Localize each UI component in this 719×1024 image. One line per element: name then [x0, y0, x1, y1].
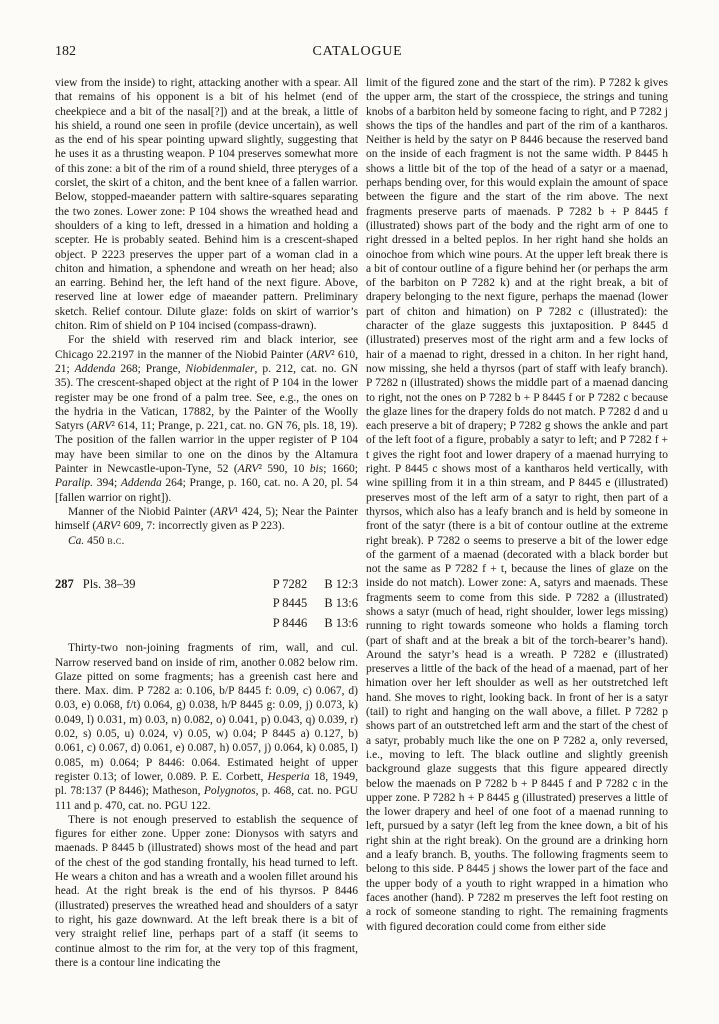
deposit-grid-ref: B 12:3 [324, 576, 358, 591]
running-head [55, 44, 668, 62]
paragraph-attribution: Manner of the Niobid Painter (ARV¹ 424, 5); Near the Painter himself (ARV² 609, 7: incorrectly given as P 223). [55, 505, 358, 533]
entry-heading [55, 575, 358, 634]
entry-id [55, 575, 136, 595]
entry-plates: Pls. 38–39 [82, 576, 136, 591]
page-header-title: CATALOGUE [312, 44, 403, 59]
entry-catalog-numbers [273, 575, 358, 634]
paragraph-discussion-continued: limit of the figured zone and the start of the rim). P 7282 k gives the upper arm, the start of the crosspiece, the strings and tuning knobs of a barbiton held by someone facing to right, and P 7282 j shows the tips of the handles and part of the rim of a kantharos. Neither is held by the satyr on P 8446 because the reserved band on the inside of each fragment is not the same width. P 8445 h shows a little bit of the top of the head of a satyr or a maenad, perhaps bending over, for this would explain the amount of space between the figure and the start of the rim above. The next fragments preserve parts of maenads. P 7282 b + P 8445 f (illustrated) shows part of the body and the right arm of one to right dressed in a belted peplos. In her right hand she holds an oinochoe from which wine pours. At the upper left break there is a bit of contour outline of a figure behind her (or perhaps the arm of the barbiton on P 7282 k) and at the right break, a bit of drapery belonging to the next figure, perhaps the maenad (lower part of chiton and himation) on P 7282 c (illustrated): the character of the glaze suggests this juxtaposition. P 8445 d (illustrated) preserves most of the right arm and a few locks of hair of a maenad to right, dressed in a chiton. In her right hand, now missing, she held a thyrsos (part of staff with leafy branch). P 7282 n (illustrated) shows the middle part of a maenad dancing to right, not the ones on P 7282 b + P 8445 f or P 7282 c because the glaze lines for the drapery folds do not match. P 7282 d and u each preserve a bit of drapery; P 7282 g shows the ankle and part of the left foot of a figure, probably a satyr to left; and P 7282 f + t gives the right foot and lower drapery of a maenad hurrying to right. P 8445 c shows most of a kantharos held vertically, with wine spilling from it in a thin stream, and P 8445 e (illustrated) preserves most of the left arm of a satyr to right, then part of a thyrsos, which also has a leafy branch and is held by someone in front of the satyr (there is a bit of contour outline at the extreme right break). P 7282 o seems to preserve a bit of the lower edge of the garment of a maenad (decorated with a black border but not the same as P 7282 f + t, because the lines of glaze on the inside do not match). Lower zone: A, satyrs and maenads. These fragments seem to come from this side. P 7282 a (illustrated) shows a satyr (much of head, right shoulder, lower legs missing) running to right towards someone who holds a flaming torch (part of shaft and at the break a bit of the torch-bearer’s hand). Around the satyr’s head is a wreath. P 7282 e (illustrated) preserves a little of the back of the head of a maenad, part of her himation over her left shoulder as well as her outstretched left hand. She moves to right, looking back. In front of her is a satyr (tail) to right and hanging on the wall above, a fillet. P 7282 p shows part of an outstretched left arm and the start of the chest of a satyr, probably much like the one on P 7282 a, only reversed, i.e., moving to left. The black outline and slightly greenish background glaze suggests that this figure appeared directly below the maenads on P 7282 b + P 8445 f and P 7282 c in the upper zone. P 7282 h + P 8445 g (illustrated) preserves a little of the lower drapery and heel of one foot of a maenad running to left, pursued by a satyr (left leg from the knee down, a bit of his right shin at the right break). On the ground are a drinking horn and a leafy branch. B, youths. The following fragments seem to belong to this side. P 8445 j shows the lower part of the face and the upper body of a youth to right wrapped in a himation who faces another (hand). P 7282 m preserves the left foot resting on a rock of someone standing to right. The remaining fragments with figured decoration could come from either side [366, 77, 668, 933]
deposit-grid-ref: B 13:6 [324, 596, 358, 611]
inventory-number: P 8446 [272, 615, 308, 630]
inventory-number: P 8445 [272, 596, 308, 611]
deposit-grid-ref: B 13:6 [324, 615, 358, 630]
left-column [55, 76, 358, 970]
paragraph-commentary: For the shield with reserved rim and black interior, see Chicago 22.2197 in the manner of the Niobid Painter (ARV² 610, 21; Addenda 268; Prange, Niobidenmaler, p. 212, cat. no. GN 35). The crescent-shaped object at the right of P 104 in the lower register may be one frond of a palm tree. See, e.g., the ones on the hydria in the Vatican, 17882, by the Painter of the Woolly Satyrs (ARV² 614, 11; Prange, p. 221, cat. no. GN 76, pls. 18, 19). The position of the fallen warrior in the upper register of P 104 may have been similar to one on the dinos by the Altamura Painter in Newcastle-upon-Tyne, 52 (ARV² 590, 10 bis; 1660; Paralip. 394; Addenda 264; Prange, p. 160, cat. no. A 20, pl. 54 [fallen warrior on right]). [55, 334, 359, 504]
page-number: 182 [55, 44, 76, 59]
paragraph-description: Thirty-two non-joining fragments of rim, wall, and cul. Narrow reserved band on inside of rim, another 0.082 below rim. Glaze pitted on some fragments; has a greenish cast here and there. Max. dim. P 7282 a: 0.106, b/P 8445 f: 0.09, c) 0.067, d) 0.03, e) 0.068, f/t) 0.064, g) 0.038, h/P 8445 g: 0.09, j) 0.073, k) 0.049, l) 0.031, m) 0.03, n) 0.082, o) 0.041, p) 0.043, q) 0.039, r) 0.02, s) 0.05, u) 0.024, v) 0.05, w) 0.04; P 8445 a) 0.127, b) 0.061, c) 0.067, d) 0.061, e) 0.087, h) 0.057, j) 0.064, k) 0.085, l) 0.085, m) 0.064; P 8446: 0.064. Estimated height of upper register 0.13; of lower, 0.089. P. E. Corbett, Hesperia 18, 1949, pl. 78:137 (P 8446); Matheson, Polygnotos, p. 468, cat. no. PGU 111 and p. 470, cat. no. PGU 122. [55, 642, 359, 812]
entry-date: Ca. 450 b.c. [68, 534, 125, 547]
entry-number: 287 [55, 576, 74, 591]
inventory-number: P 7282 [272, 576, 308, 591]
paragraph-continuation: view from the inside) to right, attacking another with a spear. All that remains of his opponent is a bit of his helmet (end of cheekpiece and a bit of the nasal[?]) and at the break, a little of his shield, a round one seen in profile (device uncertain), as well as the end of his spear pointing upward slightly, suggesting that he uses it as a thrusting weapon. P 104 preserves somewhat more of this zone: a bit of the rim of a round shield, three pteryges of a corslet, the skirt of a chiton, and the bent knee of a fallen warrior. Below, stopped-maeander pattern with saltire-squares separating the two zones. Lower zone: P 104 shows the wreathed head and shoulders of a king to left, dressed in a himation and holding a scepter. He is probably seated. Behind him is a crescent-shaped object. P 2223 preserves the upper part of a woman clad in a chiton and himation, a sphendone and wreath on her head; also an earring. Behind her, the left hand of the next figure. Above, reserved line at lower edge of maeander pattern. Preliminary sketch. Relief contour. Dilute glaze: folds on skirt of warrior’s chiton. Rim of shield on P 104 incised (compass-drawn). [55, 77, 358, 333]
right-column [366, 76, 668, 934]
paragraph-discussion: There is not enough preserved to establish the sequence of figures for either zone. Upper zone: Dionysos with satyrs and maenads. P 8445 b (illustrated) shows most of the head and part of the chest of the god standing frontally, his head turned to left. He wears a chiton and has a wreath and a woolen fillet around his head. At the right break is the end of his thyrsos. P 8446 (illustrated) preserves the wreathed head and shoulders of a satyr to right, his gaze downward. At the left break there is a bit of very straight relief line, perhaps part of a staff (it seems to continue almost to the rim for, at the very top of this fragment, there is a contour line indicating the [55, 813, 358, 969]
